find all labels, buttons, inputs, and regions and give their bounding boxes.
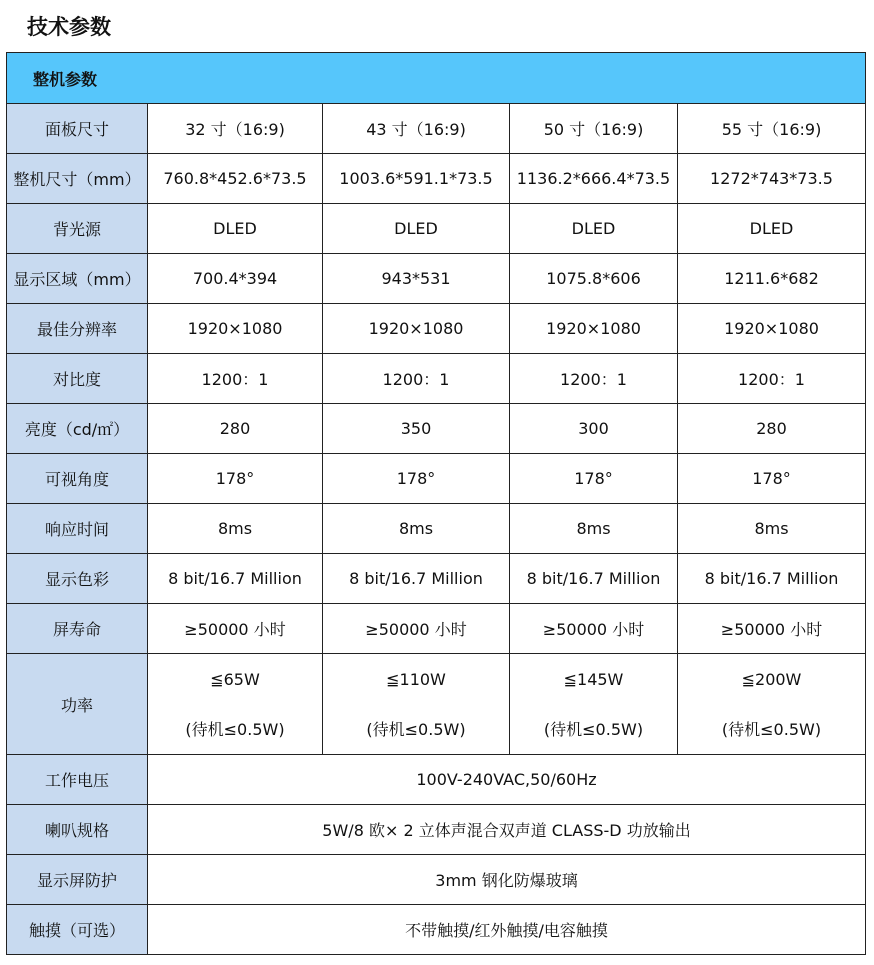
power-cell bbox=[678, 654, 866, 755]
page-title: 技术参数 bbox=[27, 15, 111, 39]
table-row bbox=[7, 805, 866, 855]
row-label: 响应时间 bbox=[7, 504, 148, 554]
row-label: 屏寿命 bbox=[7, 604, 148, 654]
table-cell: 8ms bbox=[323, 504, 510, 554]
table-cell: 1920×1080 bbox=[323, 304, 510, 354]
row-label: 整机尺寸（mm） bbox=[7, 154, 148, 204]
table-row bbox=[7, 504, 866, 554]
row-label: 喇叭规格 bbox=[7, 805, 148, 855]
table-row bbox=[7, 404, 866, 454]
table-cell: 1920×1080 bbox=[510, 304, 678, 354]
row-label: 背光源 bbox=[7, 204, 148, 254]
row-label: 触摸（可选） bbox=[7, 905, 148, 955]
row-label: 面板尺寸 bbox=[7, 104, 148, 154]
merged-cell: 不带触摸/红外触摸/电容触摸 bbox=[148, 905, 866, 955]
table-cell: 350 bbox=[323, 404, 510, 454]
table-cell: 8ms bbox=[510, 504, 678, 554]
table-cell: 1200：1 bbox=[510, 354, 678, 404]
table-cell: 1272*743*73.5 bbox=[678, 154, 866, 204]
table-cell: 178° bbox=[678, 454, 866, 504]
table-cell: 1003.6*591.1*73.5 bbox=[323, 154, 510, 204]
table-cell: 8ms bbox=[678, 504, 866, 554]
merged-cell: 100V-240VAC,50/60Hz bbox=[148, 755, 866, 805]
power-value: ≦65W bbox=[210, 669, 260, 689]
spec-table bbox=[6, 52, 866, 955]
section-title: 整机参数 bbox=[7, 53, 866, 104]
table-row bbox=[7, 204, 866, 254]
table-cell: 32 寸（16:9) bbox=[148, 104, 323, 154]
table-row bbox=[7, 154, 866, 204]
table-row bbox=[7, 354, 866, 404]
power-row bbox=[7, 654, 866, 755]
standby-power-value: (待机≤0.5W) bbox=[366, 719, 466, 739]
table-cell: ≥50000 小时 bbox=[323, 604, 510, 654]
table-cell: DLED bbox=[510, 204, 678, 254]
table-cell: 43 寸（16:9) bbox=[323, 104, 510, 154]
table-cell: 280 bbox=[148, 404, 323, 454]
table-row bbox=[7, 604, 866, 654]
table-cell: 1920×1080 bbox=[678, 304, 866, 354]
table-row bbox=[7, 905, 866, 955]
row-label: 显示色彩 bbox=[7, 554, 148, 604]
table-cell: DLED bbox=[148, 204, 323, 254]
table-row bbox=[7, 104, 866, 154]
table-cell: 8 bit/16.7 Million bbox=[148, 554, 323, 604]
table-cell: ≥50000 小时 bbox=[148, 604, 323, 654]
table-cell: 1920×1080 bbox=[148, 304, 323, 354]
table-cell: 178° bbox=[323, 454, 510, 504]
table-cell: 8ms bbox=[148, 504, 323, 554]
table-cell: 760.8*452.6*73.5 bbox=[148, 154, 323, 204]
table-cell: 1200：1 bbox=[148, 354, 323, 404]
table-cell: DLED bbox=[323, 204, 510, 254]
power-value: ≦200W bbox=[741, 669, 802, 689]
power-cell bbox=[510, 654, 678, 755]
table-cell: 8 bit/16.7 Million bbox=[323, 554, 510, 604]
power-value: ≦110W bbox=[386, 669, 446, 689]
row-label: 对比度 bbox=[7, 354, 148, 404]
table-cell: 8 bit/16.7 Million bbox=[678, 554, 866, 604]
table-cell: 1200：1 bbox=[323, 354, 510, 404]
table-cell: 1136.2*666.4*73.5 bbox=[510, 154, 678, 204]
table-cell: 178° bbox=[510, 454, 678, 504]
row-label: 可视角度 bbox=[7, 454, 148, 504]
section-header-row bbox=[7, 53, 866, 104]
table-cell: 1211.6*682 bbox=[678, 254, 866, 304]
table-row bbox=[7, 454, 866, 504]
power-cell bbox=[323, 654, 510, 755]
table-row bbox=[7, 304, 866, 354]
table-row bbox=[7, 254, 866, 304]
table-cell: 943*531 bbox=[323, 254, 510, 304]
table-cell: 1200：1 bbox=[678, 354, 866, 404]
standby-power-value: (待机≤0.5W) bbox=[185, 719, 285, 739]
table-row bbox=[7, 554, 866, 604]
table-cell: 55 寸（16:9) bbox=[678, 104, 866, 154]
row-label: 显示区域（mm） bbox=[7, 254, 148, 304]
merged-cell: 5W/8 欧× 2 立体声混合双声道 CLASS-D 功放输出 bbox=[148, 805, 866, 855]
table-row bbox=[7, 755, 866, 805]
row-label: 工作电压 bbox=[7, 755, 148, 805]
power-cell bbox=[148, 654, 323, 755]
row-label: 功率 bbox=[7, 654, 148, 755]
table-cell: ≥50000 小时 bbox=[678, 604, 866, 654]
row-label: 亮度（cd/㎡） bbox=[7, 404, 148, 454]
table-cell: 50 寸（16:9) bbox=[510, 104, 678, 154]
table-cell: ≥50000 小时 bbox=[510, 604, 678, 654]
table-cell: 300 bbox=[510, 404, 678, 454]
merged-cell: 3mm 钢化防爆玻璃 bbox=[148, 855, 866, 905]
table-cell: 280 bbox=[678, 404, 866, 454]
table-row bbox=[7, 855, 866, 905]
table-cell: 8 bit/16.7 Million bbox=[510, 554, 678, 604]
table-cell: 700.4*394 bbox=[148, 254, 323, 304]
standby-power-value: (待机≤0.5W) bbox=[543, 719, 644, 739]
table-cell: 1075.8*606 bbox=[510, 254, 678, 304]
table-cell: DLED bbox=[678, 204, 866, 254]
table-cell: 178° bbox=[148, 454, 323, 504]
standby-power-value: (待机≤0.5W) bbox=[721, 719, 822, 739]
row-label: 显示屏防护 bbox=[7, 855, 148, 905]
power-value: ≦145W bbox=[563, 669, 624, 689]
row-label: 最佳分辨率 bbox=[7, 304, 148, 354]
